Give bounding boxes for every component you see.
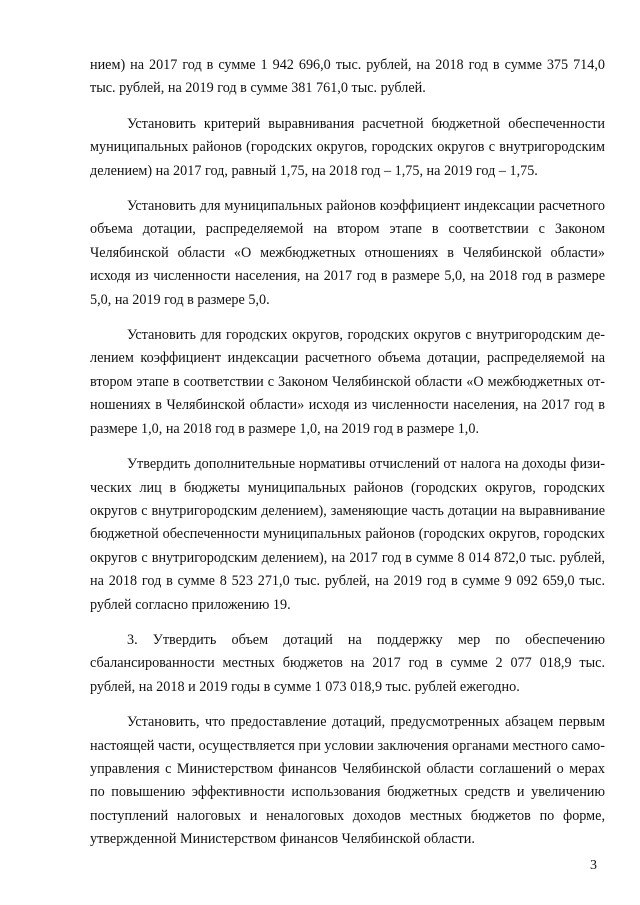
paragraph: Установить критерий выравнивания расчетной бюджетной обеспеченности муниципальных районов (городских округов, городских округов с внутригородским делением) на 2017 год, равный 1,75, на 2018 год – 1,75, на 2019 год – 1,75. [90, 115, 605, 179]
paragraph: Установить для городских округов, городских округов с внутригородским делением коэффициент индексации расчетного объема дотации, распределяемой на втором этапе в соответствии с Законом Челябинской области «О межбюджетных отношениях в Челябинской области» исходя из численности населения, на 2017 год в размере 1,0, на 2018 год в размере 1,0, на 2019 год в размере 1,0. [90, 327, 605, 437]
document-body [90, 54, 605, 864]
page-number: 3 [590, 858, 597, 873]
paragraph: нием) на 2017 год в сумме 1 942 696,0 тыс. рублей, на 2018 год в сумме 375 714,0 тыс. рублей, на 2019 год в сумме 381 761,0 тыс. рублей. [90, 57, 605, 97]
paragraph: Установить для муниципальных районов коэффициент индексации расчетного объема дотации, распределяемой на втором этапе в соответствии с Законом Челябинской области «О межбюджетных отношениях в Челябинской области» исходя из численности населения, на 2017 год в размере 5,0, на 2018 год в размере 5,0, на 2019 год в размере 5,0. [90, 198, 605, 308]
paragraph: Установить, что предоставление дотаций, предусмотренных абзацем первым настоящей части, осуществляется при условии заключения органами местного самоуправления с Министерством финансов Челябинской области соглашений о мерах по повышению эффективности использования бюджетных средств и увеличению поступлений налоговых и неналоговых доходов местных бюджетов по форме, утвержденной Министерством финансов Челябинской области. [90, 714, 605, 848]
paragraph: 3. Утвердить объем дотаций на поддержку мер по обеспечению сбалансированности местных бюджетов на 2017 год в сумме 2 077 018,9 тыс. рублей, на 2018 и 2019 годы в сумме 1 073 018,9 тыс. рублей ежегодно. [90, 631, 605, 695]
paragraph: Утвердить дополнительные нормативы отчислений от налога на доходы физических лиц в бюджеты муниципальных районов (городских округов, городских округов с внутригородским делением), заменяющие часть дотации на выравнивание бюджетной обеспеченности муниципальных районов (городских округов, городских округов с внутригородским делением), на 2017 год в сумме 8 014 872,0 тыс. рублей, на 2018 год в сумме 8 523 271,0 тыс. рублей, на 2019 год в сумме 9 092 659,0 тыс. рублей согласно приложению 19. [90, 456, 605, 613]
